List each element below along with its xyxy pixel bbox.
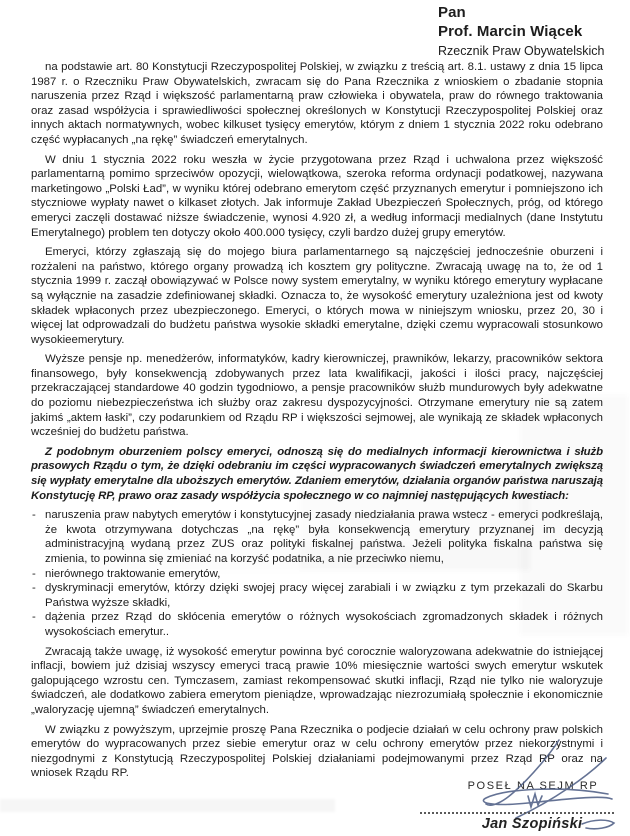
paragraph-higher-salaries: Wyższe pensje np. menedżerów, informatyków, kadry kierowniczej, prawników, lekarzy, pracowników sektora finansowego, były konsekwencją zdobywanych przez lata kwalifikacji, jakości i ilości pracy, najczęściej przekraczającej standardowe 40 godzin tygodniowo, a pensje pracowników służb mundurowych były adekwatne do poziomu niebezpieczeństwa ich służby oraz zakresu dyspozycyjności. Otrzymane emerytury nie są zatem jakimś „aktem łaski”, czy podarunkiem od Rządu RP i większości sejmowej, ale wynikają ze składek wpłaconych wcześniej do budżetu państwa. [31,353,603,439]
recipient-block [438,3,611,60]
list-item [31,610,603,639]
recipient-title: Rzecznik Praw Obywatelskich [438,43,605,58]
bullet-marker: - [32,567,36,580]
signature-name: Jan Szopiński [481,816,583,832]
list-item-text: nierównego traktowanie emerytów, [45,567,221,580]
paragraph-legal-basis: na podstawie art. 80 Konstytucji Rzeczypospolitej Polskiej, w związku z treścią art. 8.1. ustawy z dnia 15 lipca 1987 r. o Rzeczniku Praw Obywatelskich, zwracam się do Pana Rzecznika z wnioskiem o zbadanie stopnia naruszenia przez Rząd i większość parlamentarną praw człowieka i obywatela, praw do równego traktowania oraz zasad współżycia i sprawiedliwości społecznej określonych w Konstytucji Rzeczypospolitej Polskiej oraz innych aktach normatywnych, wobec kilkuset tysięcy emerytów, którym z dniem 1 stycznia 2022 roku odebrano część wypłacanych „na rękę” świadczeń emerytalnych. [31,61,603,146]
scan-watermark [0,799,335,812]
list-item [31,567,603,582]
list-item [31,508,603,566]
list-item-text: dążenia przez Rząd do skłócenia emerytów o różnych wysokościach zgromadzonych składek i różnych wysokościach emerytur.. [45,611,603,638]
list-item-text: naruszenia praw nabytych emerytów i konstytucyjnej zasady niedziałania prawa wstecz - emeryci podkreślają, że kwota otrzymywana dotychczas „na rękę” była konsekwencją emerytury przyznanej im decyzją administracyjną wydaną przez ZUS oraz polityki fiskalnej państwa. Jeżeli polityka fiskalna państwa się zmienia, to powinna się zmieniać na korzyść podatnika, a nie przeciwko niemu, [45,509,603,565]
list-item-text: dyskryminacji emerytów, którzy dzięki swojej pracy więcej zarabiali i w związku z tym przekazali do Skarbu Państwa wyższe składki, [45,582,603,609]
paragraph-request: W związku z powyższym, uprzejmie proszę Pana Rzecznika o podjecie działań w celu ochrony praw polskich emerytów do wypracowanych przez siebie emerytur oraz w celu ochrony emerytów przez niekorzystnymi i niezgodnymi z Konstytucją Rzeczypospolitej Polskiej działaniami podejmowanymi przez Rząd RP oraz na wniosek Rządu RP. [31,723,603,780]
recipient-salutation: Pan [438,4,466,21]
signature-role-label: POSEŁ NA SEJM RP [467,780,599,792]
paragraph-emphasized-claims: Z podobnym oburzeniem polscy emeryci, odnoszą się do medialnych informacji kierownictwa i służb prasowych Rządu o tym, że dzięki odebraniu im części wypracowanych świadczeń emerytalnych zwiększą się wypłaty emerytalne dla uboższych emerytów. Zdaniem emerytów, działania organów państwa naruszają Konstytucję RP, prawo oraz zasady współżycia społecznego w co najmniej następujących kwestiach: [31,445,603,502]
bullet-marker: - [32,611,36,624]
recipient-name: Prof. Marcin Wiącek [438,23,583,40]
paragraph-pension-system: Emeryci, którzy zgłaszają się do mojego biura parlamentarnego są najczęściej jednocześnie oburzeni i rozżaleni na państwo, którego organy prowadzą ich kosztem gry polityczne. Zwracają uwagę na to, że od 1 stycznia 1999 r. zaczął obowiązywać w Polsce nowy system emerytalny, w wyniku którego emerytury wypłacane są wyłącznie na zasadzie zdefiniowanej składki. Oznacza to, że wysokość emerytury uzależniona jest od kwoty składek wpłaconych przez ubezpieczonego. Emeryci, o których mowa w niniejszym wniosku, przez 20, 30 i więcej lat odprowadzali do budżetu państwa wysokie składki emerytalne, dzięki czemu wypracowali stosunkowo wysokieemerytury. [31,246,603,346]
signature-dotted-line [420,812,614,814]
letter-body [31,60,603,786]
list-item [31,581,603,610]
paragraph-indexation: Zwracają także uwagę, iż wysokość emerytur powinna być corocznie waloryzowana adekwatnie do istniejącej inflacji, bowiem już dzisiaj wszyscy emeryci tracą prawie 10% miesięcznie wartości swych emerytur wskutek galopującego wzrostu cen. Tymczasem, zamiast rekompensować skutki inflacji, Rząd nie tylko nie waloryzuje świadczeń, ale dodatkowo zabiera emerytom pieniądze, wprowadzając niezrozumiałą społecznie i ekonomicznie „waloryzację ujemną” świadczeń emerytalnych. [31,645,603,716]
bullet-marker: - [32,582,36,595]
paragraph-polski-lad: W dniu 1 stycznia 2022 roku weszła w życie przygotowana przez Rząd i uchwalona przez większość parlamentarną pomimo sprzeciwów opozycji, wielowątkowa, szeroka reforma ordynacji podatkowej, nazywana marketingowo „Polski Ład”, w wyniku której odebrano emerytom część przyznanych emerytur i pomniejszono ich styczniowe wypłaty nawet o kilkaset złotych. Jak informuje Zakład Ubezpieczeń Społecznych, próg, od którego emeryci zaczęli dostawać niższe świadczenie, wynosi 4.920 zł, a według informacji medialnych (dane Instytutu Emerytalnego) problem ten dotyczy około 400.000 tysięcy, czyli bardzo dużej grupy emerytów. [31,153,603,239]
bullet-marker: - [32,509,36,522]
violations-list [31,508,603,639]
